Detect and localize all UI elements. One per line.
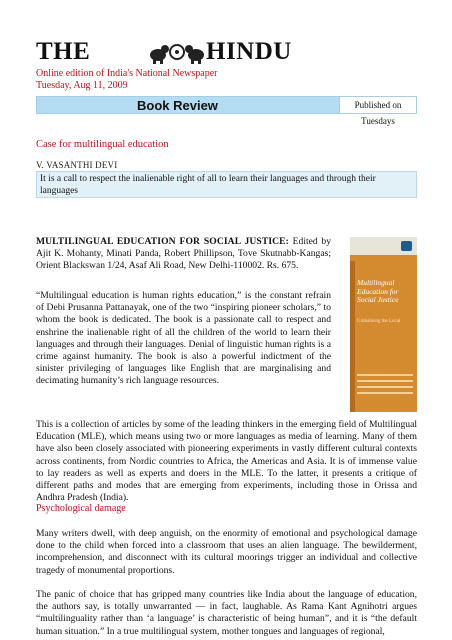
article-headline: Case for multilingual education xyxy=(36,139,169,150)
section-banner xyxy=(36,96,417,126)
section-title: Book Review xyxy=(137,98,218,113)
cover-header xyxy=(350,237,417,255)
book-details xyxy=(36,236,331,273)
cover-title: Multilingual Education for Social Justice xyxy=(357,278,399,304)
book-title: MULTILINGUAL EDUCATION FOR SOCIAL JUSTICE: xyxy=(36,236,289,247)
issue-date: Tuesday, Aug 11, 2009 xyxy=(36,80,128,91)
emblem-icon xyxy=(148,40,206,64)
tagline xyxy=(36,68,217,92)
masthead-hindu: HINDU xyxy=(206,38,292,65)
book-cover-image xyxy=(350,237,417,412)
paragraph-4: The panic of choice that has gripped many countries like India about the language of education, the authors say, is totally unwarranted — in fact, laughable. As Rama Kant Agnihotri argues “multilinguality rather than ‘a language’ is characteristic of being human”, and it is “the default human situation.” In a true multilingual system, mother tongues and languages of regional, xyxy=(36,589,417,637)
paragraph-1: “Multilingual education is human rights education,” is the constant refrain of Debi Prusanna Pattanayak, one of the two “inspiring pioneer scholars,” to whom the book is dedicated. The book is a passionate call to respect and enshrine the inalienable right of all the children of the world to learn their languages and through their languages. Denial of linguistic human rights is a crime against humanity. The book is also a powerful indictment of the sinister privileging of languages like English that are marginalising and decimating humanity’s rich language resources. xyxy=(36,290,331,387)
publisher-logo-icon xyxy=(401,241,412,251)
cover-subtitle: Globalising the Local xyxy=(357,319,401,324)
masthead-logo[interactable] xyxy=(36,38,296,66)
book-publication-info: Edited by Ajit K. Mohanty, Minati Panda, Robert Phillipson, Tove Skutnabb-Kangas; Orient Blackswan 1/24, Asaf Ali Road, New Delhi-110002. Rs. 675. xyxy=(36,236,331,272)
article-standfirst: It is a call to respect the inalienable right of all to learn their languages and through their languages xyxy=(36,171,417,198)
paragraph-2: This is a collection of articles by some of the leading thinkers in the emerging field of Multilingual Education (MLE), which means using two or more languages as media of learning. Many of them have also been closely associated with pioneering experiments in vastly different cultural contexts across continents, from Nordic countries to Africa, the Americas and Asia. It is of immense value to lay readers as well as experts and doers in the MLE. To the latter, it presents a critique of different paths and modes that are emerging from experiments, including those in Orissa and Andhra Pradesh (India). xyxy=(36,419,417,504)
cover-stripe xyxy=(350,261,355,412)
published-note: Published on Tuesdays xyxy=(339,97,416,113)
tagline-text: Online edition of India's National Newspaper xyxy=(36,68,218,79)
cover-editors xyxy=(357,374,413,398)
masthead-the: THE xyxy=(36,38,91,65)
article-byline: V. VASANTHI DEVI xyxy=(36,160,118,170)
paragraph-3: Many writers dwell, with deep anguish, on the enormity of emotional and psychological damage done to the child when forced into a classroom that uses an alien language. The bewilderment, incomprehension, and disconnect with its cultural moorings trigger an individual and collective tragedy of monumental proportions. xyxy=(36,528,417,576)
article-subhead: Psychological damage xyxy=(36,503,126,514)
